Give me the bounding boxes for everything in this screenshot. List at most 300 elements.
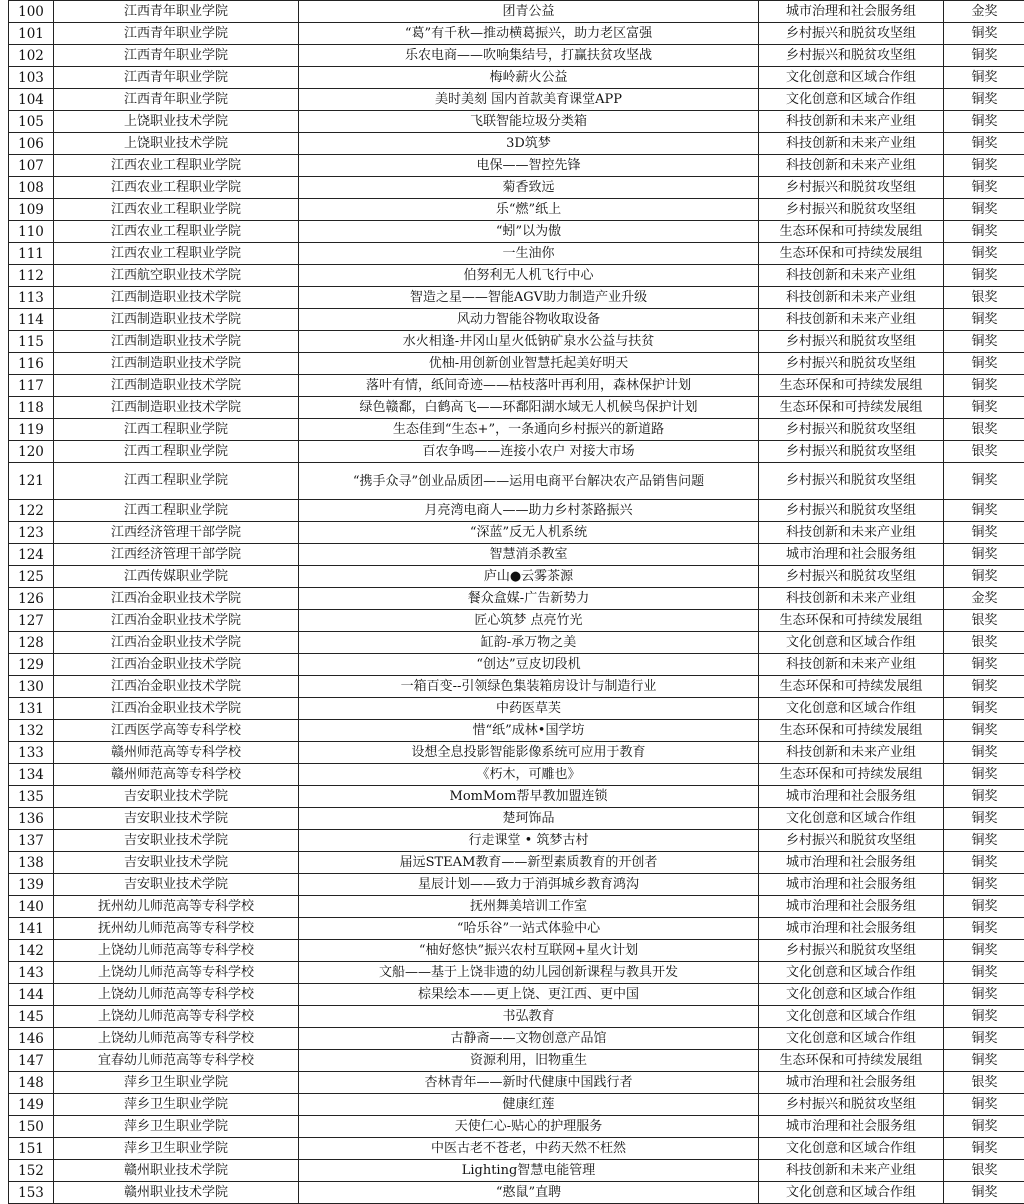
school-name-cell: 江西经济管理干部学院 [54, 522, 299, 544]
row-number-cell: 101 [9, 23, 54, 45]
project-name-cell: 落叶有情，纸间奇迹——枯枝落叶再利用，森林保护计划 [299, 375, 759, 397]
school-name-cell: 江西冶金职业技术学院 [54, 632, 299, 654]
project-name-cell: 电保——智控先锋 [299, 155, 759, 177]
competition-group-cell: 科技创新和未来产业组 [759, 1160, 944, 1182]
project-name-cell: 伯努利无人机飞行中心 [299, 265, 759, 287]
row-number-cell: 125 [9, 566, 54, 588]
table-row [9, 720, 1024, 742]
competition-group-cell: 乡村振兴和脱贫攻坚组 [759, 830, 944, 852]
table-row [9, 588, 1024, 610]
school-name-cell: 赣州师范高等专科学校 [54, 764, 299, 786]
project-name-cell: 书弘教育 [299, 1006, 759, 1028]
project-name-cell: “憨鼠”直聘 [299, 1182, 759, 1204]
award-level-cell: 铜奖 [944, 1182, 1024, 1204]
table-row [9, 67, 1024, 89]
competition-group-cell: 生态环保和可持续发展组 [759, 243, 944, 265]
award-level-cell: 铜奖 [944, 243, 1024, 265]
award-level-cell: 铜奖 [944, 654, 1024, 676]
table-row [9, 1138, 1024, 1160]
project-name-cell: 百农争鸣——连接小农户 对接大市场 [299, 441, 759, 463]
table-row [9, 331, 1024, 353]
table-row [9, 419, 1024, 441]
row-number-cell: 148 [9, 1072, 54, 1094]
row-number-cell: 117 [9, 375, 54, 397]
row-number-cell: 122 [9, 500, 54, 522]
project-name-cell: “柚好悠快”振兴农村互联网+星火计划 [299, 940, 759, 962]
award-level-cell: 铜奖 [944, 676, 1024, 698]
school-name-cell: 江西农业工程职业学院 [54, 155, 299, 177]
competition-group-cell: 城市治理和社会服务组 [759, 1, 944, 23]
school-name-cell: 江西经济管理干部学院 [54, 544, 299, 566]
project-name-cell: 缸韵-承万物之美 [299, 632, 759, 654]
competition-group-cell: 乡村振兴和脱贫攻坚组 [759, 419, 944, 441]
row-number-cell: 111 [9, 243, 54, 265]
table-row [9, 1050, 1024, 1072]
award-level-cell: 银奖 [944, 419, 1024, 441]
row-number-cell: 151 [9, 1138, 54, 1160]
school-name-cell: 江西冶金职业技术学院 [54, 588, 299, 610]
row-number-cell: 113 [9, 287, 54, 309]
award-level-cell: 铜奖 [944, 309, 1024, 331]
row-number-cell: 140 [9, 896, 54, 918]
row-number-cell: 142 [9, 940, 54, 962]
award-level-cell: 铜奖 [944, 896, 1024, 918]
project-name-cell: “哈乐谷”一站式体验中心 [299, 918, 759, 940]
project-name-cell: 资源利用，旧物重生 [299, 1050, 759, 1072]
project-name-cell: 绿色赣鄱，白鹤高飞——环鄱阳湖水域无人机候鸟保护计划 [299, 397, 759, 419]
row-number-cell: 114 [9, 309, 54, 331]
competition-group-cell: 科技创新和未来产业组 [759, 133, 944, 155]
competition-group-cell: 生态环保和可持续发展组 [759, 221, 944, 243]
competition-group-cell: 科技创新和未来产业组 [759, 111, 944, 133]
school-name-cell: 吉安职业技术学院 [54, 874, 299, 896]
row-number-cell: 139 [9, 874, 54, 896]
school-name-cell: 吉安职业技术学院 [54, 808, 299, 830]
award-level-cell: 银奖 [944, 632, 1024, 654]
school-name-cell: 江西工程职业学院 [54, 463, 299, 500]
row-number-cell: 138 [9, 852, 54, 874]
project-name-cell: Lighting智慧电能管理 [299, 1160, 759, 1182]
competition-group-cell: 乡村振兴和脱贫攻坚组 [759, 463, 944, 500]
table-row [9, 1182, 1024, 1204]
school-name-cell: 江西青年职业学院 [54, 67, 299, 89]
award-level-cell: 铜奖 [944, 45, 1024, 67]
row-number-cell: 100 [9, 1, 54, 23]
row-number-cell: 134 [9, 764, 54, 786]
row-number-cell: 153 [9, 1182, 54, 1204]
row-number-cell: 149 [9, 1094, 54, 1116]
project-name-cell: 餐众盒媒-广告新势力 [299, 588, 759, 610]
award-level-cell: 铜奖 [944, 764, 1024, 786]
row-number-cell: 109 [9, 199, 54, 221]
row-number-cell: 132 [9, 720, 54, 742]
competition-group-cell: 文化创意和区域合作组 [759, 1006, 944, 1028]
school-name-cell: 吉安职业技术学院 [54, 830, 299, 852]
row-number-cell: 103 [9, 67, 54, 89]
school-name-cell: 萍乡卫生职业学院 [54, 1116, 299, 1138]
competition-group-cell: 文化创意和区域合作组 [759, 67, 944, 89]
school-name-cell: 江西制造职业技术学院 [54, 397, 299, 419]
row-number-cell: 118 [9, 397, 54, 419]
table-row [9, 566, 1024, 588]
competition-group-cell: 城市治理和社会服务组 [759, 1116, 944, 1138]
award-level-cell: 铜奖 [944, 918, 1024, 940]
school-name-cell: 江西制造职业技术学院 [54, 287, 299, 309]
row-number-cell: 136 [9, 808, 54, 830]
project-name-cell: 匠心筑梦 点亮竹光 [299, 610, 759, 632]
table-row [9, 830, 1024, 852]
award-level-cell: 铜奖 [944, 397, 1024, 419]
table-row [9, 874, 1024, 896]
competition-group-cell: 乡村振兴和脱贫攻坚组 [759, 23, 944, 45]
table-row [9, 45, 1024, 67]
project-name-cell: 中医古老不苍老，中药天然不枉然 [299, 1138, 759, 1160]
school-name-cell: 江西医学高等专科学校 [54, 720, 299, 742]
competition-group-cell: 乡村振兴和脱贫攻坚组 [759, 45, 944, 67]
school-name-cell: 江西冶金职业技术学院 [54, 698, 299, 720]
award-level-cell: 铜奖 [944, 808, 1024, 830]
project-name-cell: 棕果绘本——更上饶、更江西、更中国 [299, 984, 759, 1006]
award-level-cell: 铜奖 [944, 544, 1024, 566]
table-row [9, 764, 1024, 786]
award-level-cell: 铜奖 [944, 177, 1024, 199]
school-name-cell: 江西农业工程职业学院 [54, 221, 299, 243]
project-name-cell: 《朽木，可雕也》 [299, 764, 759, 786]
project-name-cell: “深蓝”反无人机系统 [299, 522, 759, 544]
row-number-cell: 131 [9, 698, 54, 720]
school-name-cell: 江西农业工程职业学院 [54, 177, 299, 199]
table-row [9, 177, 1024, 199]
award-level-cell: 银奖 [944, 1160, 1024, 1182]
table-row [9, 265, 1024, 287]
award-level-cell: 铜奖 [944, 830, 1024, 852]
table-row [9, 133, 1024, 155]
table-row [9, 155, 1024, 177]
row-number-cell: 115 [9, 331, 54, 353]
award-level-cell: 铜奖 [944, 1050, 1024, 1072]
competition-group-cell: 科技创新和未来产业组 [759, 742, 944, 764]
row-number-cell: 130 [9, 676, 54, 698]
table-row [9, 23, 1024, 45]
project-name-cell: “蚓”以为傲 [299, 221, 759, 243]
competition-group-cell: 文化创意和区域合作组 [759, 632, 944, 654]
award-level-cell: 铜奖 [944, 23, 1024, 45]
project-name-cell: 生态佳到“生态+”，一条通向乡村振兴的新道路 [299, 419, 759, 441]
project-name-cell: 团青公益 [299, 1, 759, 23]
table-row [9, 984, 1024, 1006]
table-row [9, 786, 1024, 808]
school-name-cell: 江西传媒职业学院 [54, 566, 299, 588]
table-row [9, 852, 1024, 874]
table-row [9, 522, 1024, 544]
row-number-cell: 127 [9, 610, 54, 632]
table-row [9, 199, 1024, 221]
competition-group-cell: 科技创新和未来产业组 [759, 654, 944, 676]
table-row [9, 808, 1024, 830]
row-number-cell: 104 [9, 89, 54, 111]
project-name-cell: 优柚-用创新创业智慧托起美好明天 [299, 353, 759, 375]
school-name-cell: 江西制造职业技术学院 [54, 375, 299, 397]
project-name-cell: 一生油你 [299, 243, 759, 265]
competition-group-cell: 文化创意和区域合作组 [759, 808, 944, 830]
competition-group-cell: 文化创意和区域合作组 [759, 984, 944, 1006]
table-row [9, 1116, 1024, 1138]
school-name-cell: 江西制造职业技术学院 [54, 353, 299, 375]
award-level-cell: 铜奖 [944, 1028, 1024, 1050]
table-row [9, 1072, 1024, 1094]
table-row [9, 918, 1024, 940]
row-number-cell: 129 [9, 654, 54, 676]
project-name-cell: 天使仁心-贴心的护理服务 [299, 1116, 759, 1138]
project-name-cell: 设想全息投影智能影像系统可应用于教育 [299, 742, 759, 764]
award-level-cell: 铜奖 [944, 133, 1024, 155]
table-row [9, 896, 1024, 918]
table-row [9, 962, 1024, 984]
competition-group-cell: 文化创意和区域合作组 [759, 1138, 944, 1160]
school-name-cell: 抚州幼儿师范高等专科学校 [54, 918, 299, 940]
competition-group-cell: 文化创意和区域合作组 [759, 698, 944, 720]
project-name-cell: 健康红莲 [299, 1094, 759, 1116]
project-name-cell: 乐“燃”纸上 [299, 199, 759, 221]
project-name-cell: 智慧消杀教室 [299, 544, 759, 566]
school-name-cell: 上饶幼儿师范高等专科学校 [54, 984, 299, 1006]
school-name-cell: 吉安职业技术学院 [54, 852, 299, 874]
row-number-cell: 143 [9, 962, 54, 984]
row-number-cell: 105 [9, 111, 54, 133]
award-level-cell: 铜奖 [944, 940, 1024, 962]
table-row [9, 375, 1024, 397]
competition-group-cell: 乡村振兴和脱贫攻坚组 [759, 441, 944, 463]
awards-table [8, 0, 1024, 1204]
award-level-cell: 铜奖 [944, 1138, 1024, 1160]
school-name-cell: 上饶幼儿师范高等专科学校 [54, 1006, 299, 1028]
row-number-cell: 123 [9, 522, 54, 544]
award-level-cell: 铜奖 [944, 786, 1024, 808]
project-name-cell: 月亮湾电商人——助力乡村茶路振兴 [299, 500, 759, 522]
table-row [9, 287, 1024, 309]
row-number-cell: 135 [9, 786, 54, 808]
competition-group-cell: 生态环保和可持续发展组 [759, 676, 944, 698]
school-name-cell: 赣州师范高等专科学校 [54, 742, 299, 764]
competition-group-cell: 文化创意和区域合作组 [759, 89, 944, 111]
award-level-cell: 铜奖 [944, 463, 1024, 500]
award-level-cell: 铜奖 [944, 852, 1024, 874]
competition-group-cell: 生态环保和可持续发展组 [759, 610, 944, 632]
competition-group-cell: 生态环保和可持续发展组 [759, 764, 944, 786]
award-level-cell: 铜奖 [944, 1006, 1024, 1028]
school-name-cell: 吉安职业技术学院 [54, 786, 299, 808]
project-name-cell: 中药医草芙 [299, 698, 759, 720]
row-number-cell: 124 [9, 544, 54, 566]
row-number-cell: 112 [9, 265, 54, 287]
project-name-cell: “创达”豆皮切段机 [299, 654, 759, 676]
school-name-cell: 江西青年职业学院 [54, 45, 299, 67]
competition-group-cell: 生态环保和可持续发展组 [759, 720, 944, 742]
award-level-cell: 银奖 [944, 610, 1024, 632]
row-number-cell: 150 [9, 1116, 54, 1138]
project-name-cell: 古静斋——文物创意产品馆 [299, 1028, 759, 1050]
competition-group-cell: 城市治理和社会服务组 [759, 874, 944, 896]
school-name-cell: 江西青年职业学院 [54, 1, 299, 23]
award-level-cell: 铜奖 [944, 221, 1024, 243]
competition-group-cell: 乡村振兴和脱贫攻坚组 [759, 331, 944, 353]
competition-group-cell: 城市治理和社会服务组 [759, 786, 944, 808]
school-name-cell: 江西航空职业技术学院 [54, 265, 299, 287]
award-level-cell: 金奖 [944, 588, 1024, 610]
award-level-cell: 铜奖 [944, 984, 1024, 1006]
project-name-cell: 风动力智能谷物收取设备 [299, 309, 759, 331]
table-row [9, 353, 1024, 375]
competition-group-cell: 城市治理和社会服务组 [759, 896, 944, 918]
award-level-cell: 铜奖 [944, 566, 1024, 588]
table-row [9, 1, 1024, 23]
table-row [9, 111, 1024, 133]
school-name-cell: 上饶职业技术学院 [54, 133, 299, 155]
award-level-cell: 铜奖 [944, 1094, 1024, 1116]
competition-group-cell: 文化创意和区域合作组 [759, 962, 944, 984]
table-row [9, 243, 1024, 265]
award-level-cell: 铜奖 [944, 698, 1024, 720]
row-number-cell: 145 [9, 1006, 54, 1028]
row-number-cell: 107 [9, 155, 54, 177]
school-name-cell: 江西工程职业学院 [54, 500, 299, 522]
project-name-cell: 惜“纸”成林•国学坊 [299, 720, 759, 742]
competition-group-cell: 科技创新和未来产业组 [759, 309, 944, 331]
competition-group-cell: 城市治理和社会服务组 [759, 852, 944, 874]
competition-group-cell: 城市治理和社会服务组 [759, 1072, 944, 1094]
competition-group-cell: 乡村振兴和脱贫攻坚组 [759, 177, 944, 199]
school-name-cell: 萍乡卫生职业学院 [54, 1138, 299, 1160]
project-name-cell: 乐农电商——吹响集结号，打赢扶贫攻坚战 [299, 45, 759, 67]
project-name-cell: 飞联智能垃圾分类箱 [299, 111, 759, 133]
project-name-cell: 庐山●云雾茶源 [299, 566, 759, 588]
award-level-cell: 银奖 [944, 1072, 1024, 1094]
table-row [9, 544, 1024, 566]
school-name-cell: 江西制造职业技术学院 [54, 331, 299, 353]
table-row [9, 1160, 1024, 1182]
school-name-cell: 江西冶金职业技术学院 [54, 654, 299, 676]
project-name-cell: MomMom帮早教加盟连锁 [299, 786, 759, 808]
table-row [9, 500, 1024, 522]
award-level-cell: 铜奖 [944, 265, 1024, 287]
award-level-cell: 铜奖 [944, 522, 1024, 544]
table-row [9, 654, 1024, 676]
award-level-cell: 铜奖 [944, 111, 1024, 133]
row-number-cell: 120 [9, 441, 54, 463]
project-name-cell: “携手众寻”创业品质团——运用电商平台解决农产品销售问题 [299, 463, 759, 500]
table-row [9, 463, 1024, 500]
school-name-cell: 赣州职业技术学院 [54, 1160, 299, 1182]
school-name-cell: 江西工程职业学院 [54, 419, 299, 441]
row-number-cell: 137 [9, 830, 54, 852]
project-name-cell: 水火相逢-井冈山星火低钠矿泉水公益与扶贫 [299, 331, 759, 353]
award-level-cell: 铜奖 [944, 331, 1024, 353]
awards-table-body [9, 1, 1024, 1204]
table-row [9, 698, 1024, 720]
table-row [9, 940, 1024, 962]
row-number-cell: 121 [9, 463, 54, 500]
table-row [9, 632, 1024, 654]
school-name-cell: 宜春幼儿师范高等专科学校 [54, 1050, 299, 1072]
school-name-cell: 江西农业工程职业学院 [54, 199, 299, 221]
table-row [9, 1028, 1024, 1050]
award-level-cell: 铜奖 [944, 353, 1024, 375]
row-number-cell: 152 [9, 1160, 54, 1182]
award-level-cell: 铜奖 [944, 742, 1024, 764]
table-row [9, 221, 1024, 243]
award-level-cell: 铜奖 [944, 962, 1024, 984]
competition-group-cell: 乡村振兴和脱贫攻坚组 [759, 940, 944, 962]
project-name-cell: 梅岭薪火公益 [299, 67, 759, 89]
school-name-cell: 萍乡卫生职业学院 [54, 1072, 299, 1094]
school-name-cell: 江西冶金职业技术学院 [54, 676, 299, 698]
table-row [9, 89, 1024, 111]
school-name-cell: 江西农业工程职业学院 [54, 243, 299, 265]
table-row [9, 676, 1024, 698]
table-row [9, 397, 1024, 419]
row-number-cell: 119 [9, 419, 54, 441]
competition-group-cell: 城市治理和社会服务组 [759, 918, 944, 940]
award-level-cell: 铜奖 [944, 720, 1024, 742]
award-level-cell: 银奖 [944, 441, 1024, 463]
project-name-cell: 文船——基于上饶非遗的幼儿园创新课程与教具开发 [299, 962, 759, 984]
project-name-cell: 菊香致远 [299, 177, 759, 199]
project-name-cell: 杏林青年——新时代健康中国践行者 [299, 1072, 759, 1094]
award-level-cell: 铜奖 [944, 375, 1024, 397]
row-number-cell: 116 [9, 353, 54, 375]
competition-group-cell: 文化创意和区域合作组 [759, 1028, 944, 1050]
row-number-cell: 110 [9, 221, 54, 243]
school-name-cell: 萍乡卫生职业学院 [54, 1094, 299, 1116]
award-level-cell: 铜奖 [944, 500, 1024, 522]
competition-group-cell: 科技创新和未来产业组 [759, 155, 944, 177]
project-name-cell: 智造之星——智能AGV助力制造产业升级 [299, 287, 759, 309]
school-name-cell: 赣州职业技术学院 [54, 1182, 299, 1204]
competition-group-cell: 文化创意和区域合作组 [759, 1182, 944, 1204]
competition-group-cell: 科技创新和未来产业组 [759, 588, 944, 610]
table-row [9, 742, 1024, 764]
award-level-cell: 铜奖 [944, 89, 1024, 111]
competition-group-cell: 乡村振兴和脱贫攻坚组 [759, 1094, 944, 1116]
competition-group-cell: 生态环保和可持续发展组 [759, 397, 944, 419]
competition-group-cell: 生态环保和可持续发展组 [759, 1050, 944, 1072]
row-number-cell: 133 [9, 742, 54, 764]
school-name-cell: 上饶幼儿师范高等专科学校 [54, 940, 299, 962]
row-number-cell: 126 [9, 588, 54, 610]
competition-group-cell: 科技创新和未来产业组 [759, 522, 944, 544]
project-name-cell: “葛”有千秋—推动横葛振兴，助力老区富强 [299, 23, 759, 45]
row-number-cell: 144 [9, 984, 54, 1006]
award-level-cell: 金奖 [944, 1, 1024, 23]
school-name-cell: 江西工程职业学院 [54, 441, 299, 463]
table-row [9, 1094, 1024, 1116]
row-number-cell: 141 [9, 918, 54, 940]
competition-group-cell: 科技创新和未来产业组 [759, 287, 944, 309]
project-name-cell: 楚珂饰品 [299, 808, 759, 830]
project-name-cell: 抚州舞美培训工作室 [299, 896, 759, 918]
row-number-cell: 147 [9, 1050, 54, 1072]
row-number-cell: 106 [9, 133, 54, 155]
school-name-cell: 上饶幼儿师范高等专科学校 [54, 962, 299, 984]
award-level-cell: 铜奖 [944, 155, 1024, 177]
project-name-cell: 星辰计划——致力于消弭城乡教育鸿沟 [299, 874, 759, 896]
competition-group-cell: 生态环保和可持续发展组 [759, 375, 944, 397]
school-name-cell: 江西青年职业学院 [54, 89, 299, 111]
competition-group-cell: 乡村振兴和脱贫攻坚组 [759, 199, 944, 221]
table-row [9, 1006, 1024, 1028]
project-name-cell: 届远STEAM教育——新型素质教育的开创者 [299, 852, 759, 874]
row-number-cell: 128 [9, 632, 54, 654]
